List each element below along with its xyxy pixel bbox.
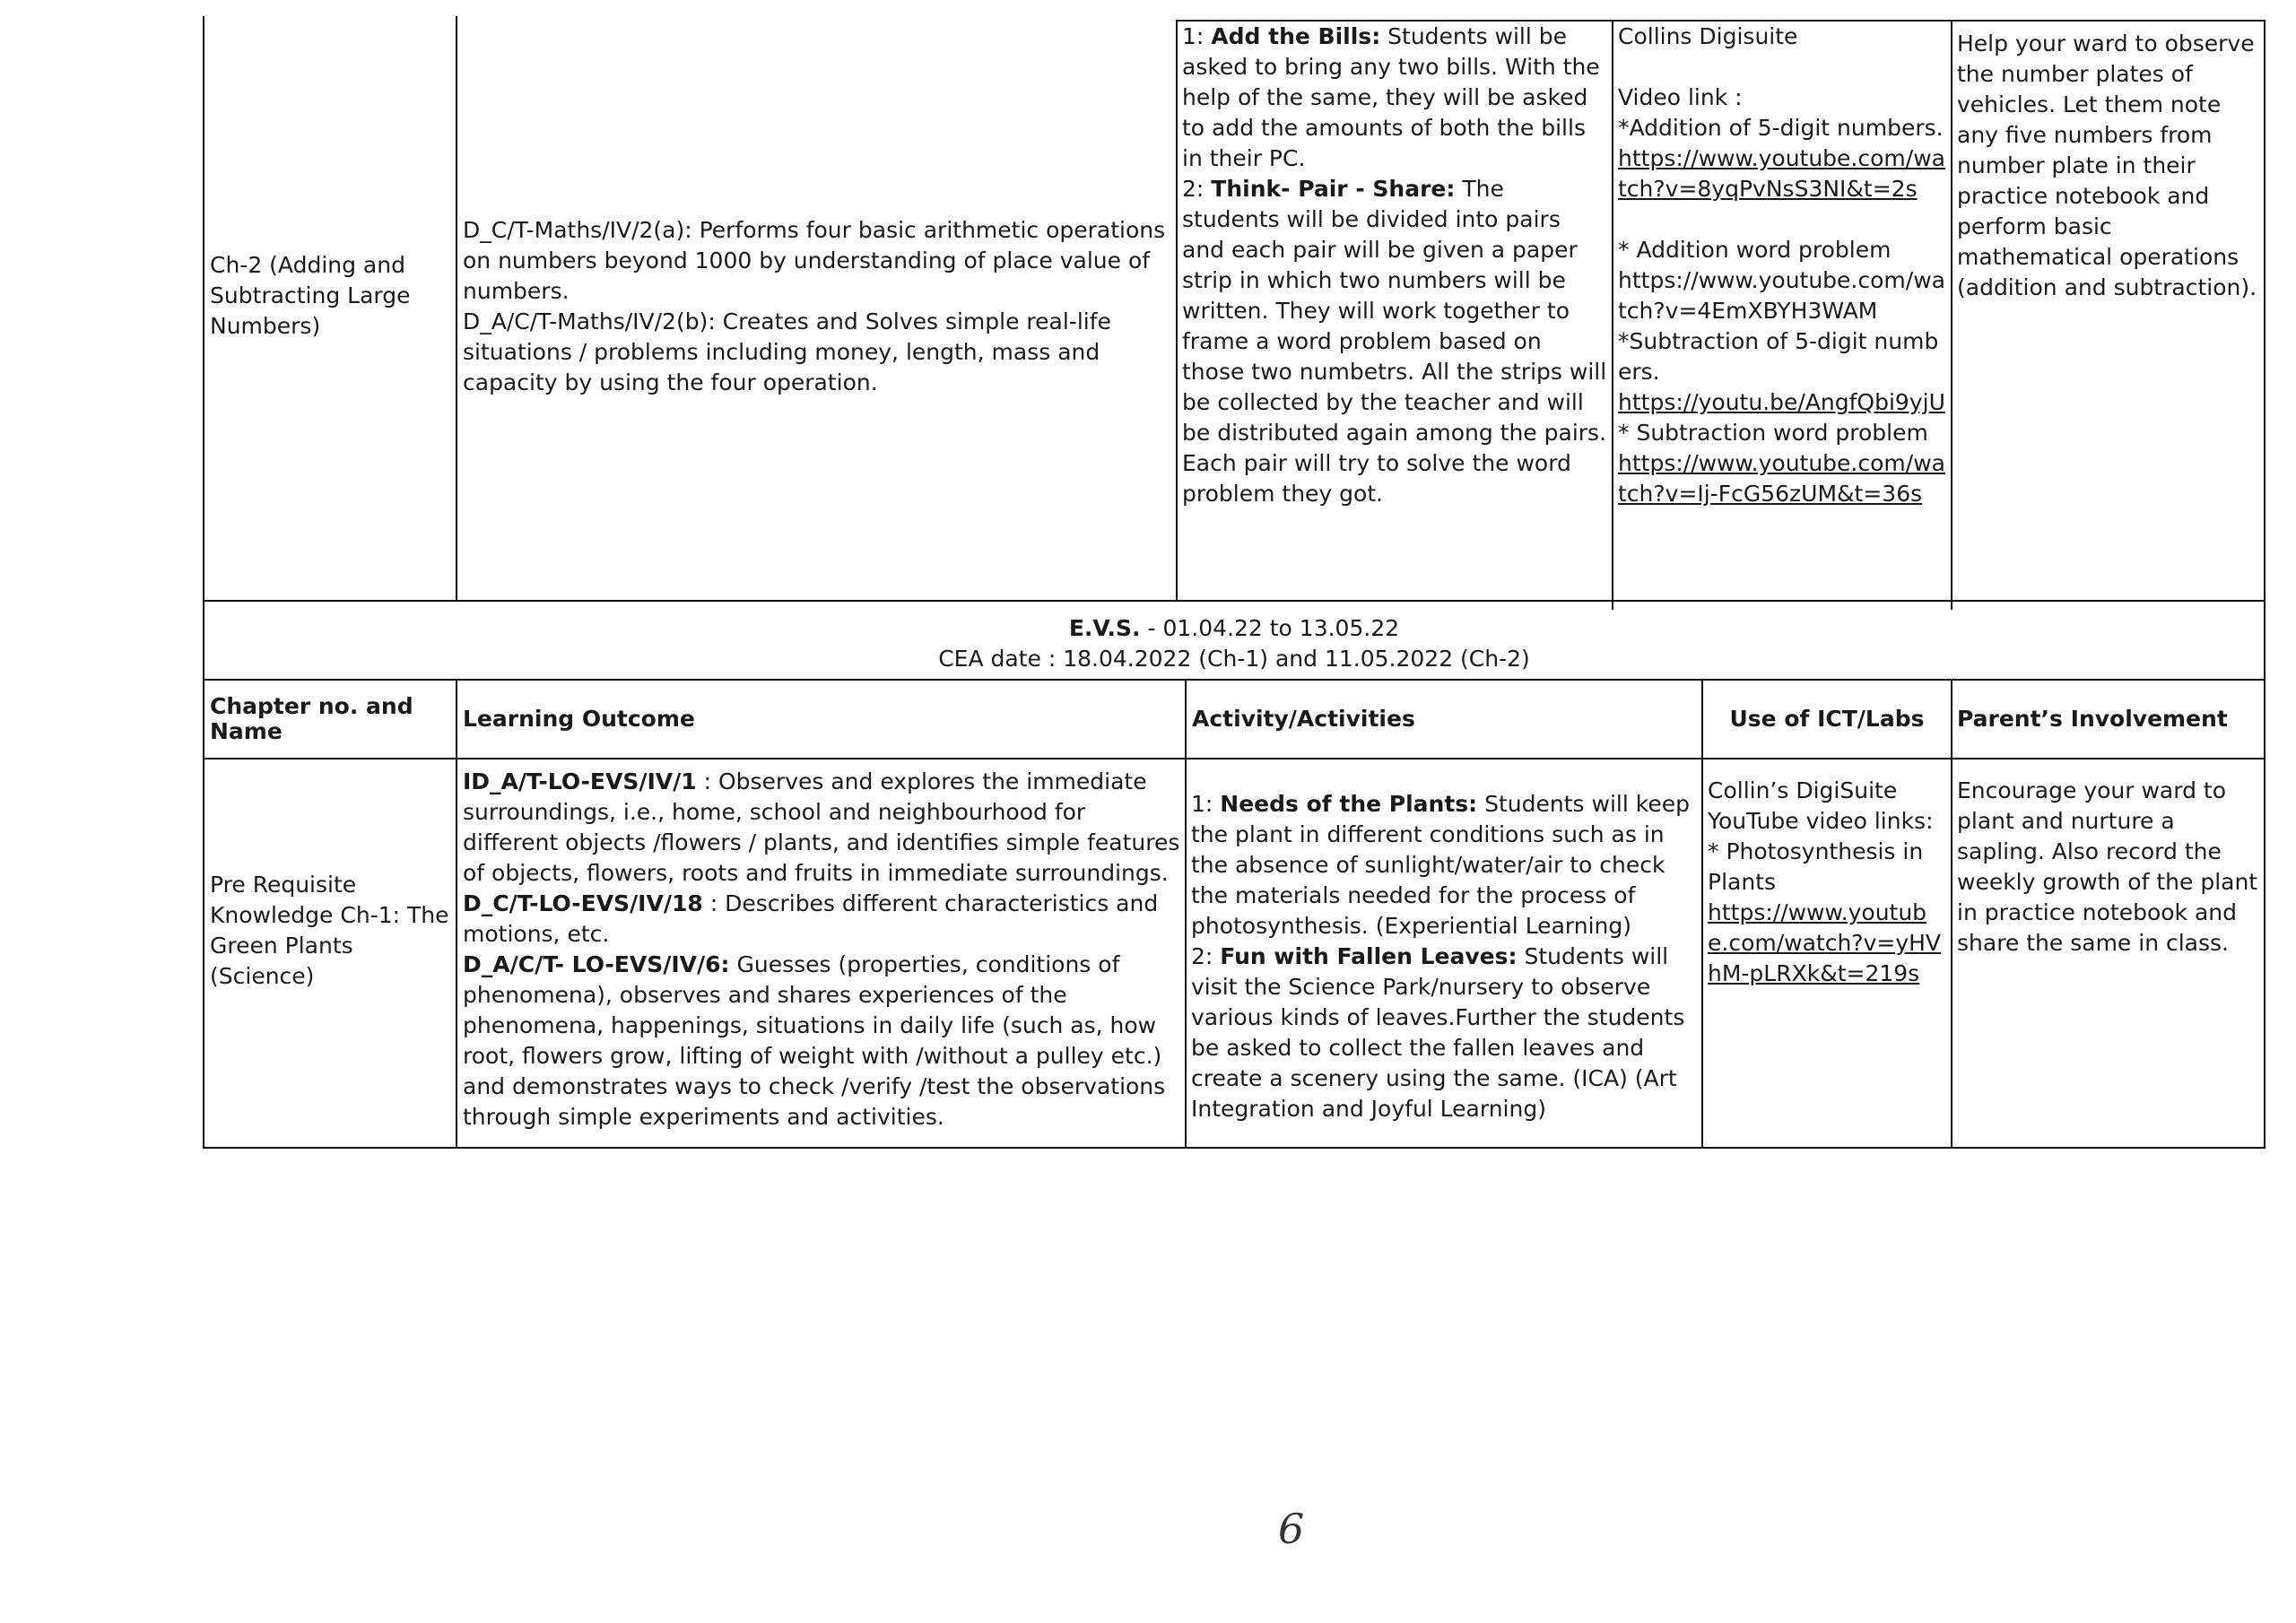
ict-title: Collin’s DigiSuite — [1708, 777, 1898, 803]
maths-parent-cell — [1953, 29, 2264, 352]
video-link[interactable]: https://youtu.be/AngfQbi9yjU — [1618, 389, 1945, 415]
column-divider — [456, 16, 457, 601]
activity-title: Fun with Fallen Leaves: — [1220, 943, 1518, 969]
evs-activity-cell — [1187, 789, 1700, 1143]
learning-outcome: ID_A/T-LO-EVS/IV/1 : Observes and explores the immediate surroundings, i.e., home, school and neighbourhood for different objects /flowers / plants, and identifies simple features of objects, flowers, roots and fruits in immediate surroundings. — [463, 768, 1180, 886]
column-divider — [1951, 20, 1952, 610]
column-header-ict: Use of ICT/Labs — [1729, 706, 1925, 732]
column-header-outcome: Learning Outcome — [463, 706, 695, 732]
column-divider — [1176, 20, 1178, 601]
column-header-activity: Activity/Activities — [1192, 706, 1415, 732]
page-number: 6 — [1278, 1505, 1305, 1553]
parent-involvement: Encourage your ward to plant and nurture a sapling. Also record the weekly growth of the plant in practice notebook and share the same in class. — [1957, 777, 2258, 956]
column-divider — [1612, 20, 1613, 610]
video-link[interactable]: https://www.youtube.com/watch?v=4EmXBYH3WAM — [1618, 267, 1945, 324]
evs-parent-cell — [1953, 776, 2264, 1045]
evs-chapter-cell — [206, 868, 453, 994]
chapter-name: Pre Requisite Knowledge Ch-1: The Green Plants (Science) — [210, 872, 449, 989]
subject-title: E.V.S. - 01.04.22 to 13.05.22 — [1068, 615, 1400, 641]
ict-title: Collins Digisuite — [1618, 23, 1798, 49]
activity-item: 2: Think- Pair - Share: The students will be divided into pairs and each pair will be given a paper strip in which two numbers will be written. They will work together to frame a word problem based on those two numbetrs. All the strips will be collected by the teacher and will be distributed again among the pairs. Each pair will try to solve the word problem they got. — [1182, 176, 1607, 507]
learning-outcome: D_A/C/T-Maths/IV/2(b): Creates and Solves simple real-life situations / problems including money, length, mass and capacity by using the four operation. — [463, 308, 1111, 395]
video-link[interactable]: https://www.youtube.com/watch?v=8yqPvNsS3NI&t=2s — [1618, 145, 1945, 202]
learning-outcome: D_C/T-Maths/IV/2(a): Performs four basic arithmetic operations on numbers beyond 1000 by understanding of place value of numbers. — [463, 217, 1166, 304]
activity-title: Think- Pair - Share: — [1211, 176, 1456, 202]
video-link[interactable]: https://www.youtube.com/watch?v=Ij-FcG56zUM&t=36s — [1618, 450, 1945, 507]
video-link[interactable]: https://www.youtube.com/watch?v=yHVhM-pLRXk&t=219s — [1708, 899, 1942, 986]
learning-outcome: D_A/C/T- LO-EVS/IV/6: Guesses (properties, conditions of phenomena), observes and shares experiences of the phenomena, happenings, situations in daily life (such as, how root, flowers grow, lifting of weight with /without a pulley etc.) and demonstrates ways to check /verify /test the observations through simple experiments and activities. — [463, 951, 1166, 1130]
table-border-right — [2264, 610, 2266, 1148]
table-border-bottom — [203, 1147, 2266, 1149]
row-divider — [203, 600, 2266, 602]
ict-item: *Addition of 5-digit numbers. — [1618, 115, 1944, 141]
parent-involvement: Help your ward to observe the number plates of vehicles. Let them note any five numbers from number plate in their practice notebook and perform basic mathematical operations (addition and subtraction). — [1957, 30, 2257, 300]
activity-item: 2: Fun with Fallen Leaves: Students will visit the Science Park/nursery to observe various kinds of leaves.Further the students be asked to collect the fallen leaves and create a scenery using the same. (ICA) (Art Integration and Joyful Learning) — [1191, 943, 1685, 1122]
ict-item: * Photosynthesis in Plants — [1708, 838, 1924, 895]
column-header-parent: Parent’s Involvement — [1957, 706, 2228, 732]
maths-activity-cell — [1178, 22, 1611, 595]
table-border-right — [2264, 20, 2266, 610]
subject-header — [206, 613, 2262, 676]
chapter-name: Ch-2 (Adding and Subtracting Large Numbers) — [210, 252, 411, 339]
column-divider — [1701, 679, 1703, 1148]
ict-item: *Subtraction of 5-digit numbers. — [1618, 328, 1939, 385]
maths-ict-cell — [1614, 22, 1950, 595]
table-border-left — [203, 16, 204, 1148]
activity-title: Add the Bills: — [1211, 23, 1381, 49]
ict-item: * Addition word problem — [1618, 237, 1892, 263]
video-link-label: Video link : — [1618, 84, 1743, 110]
activity-title: Needs of the Plants: — [1220, 791, 1478, 817]
ict-item: * Subtraction word problem — [1618, 420, 1928, 446]
row-divider — [203, 679, 2266, 681]
evs-ict-cell — [1704, 776, 1950, 1045]
activity-item: 1: Add the Bills: Students will be asked to bring any two bills. With the help of the same, they will be asked to add the amounts of both the bills in their PC. — [1182, 23, 1600, 171]
cea-date: CEA date : 18.04.2022 (Ch-1) and 11.05.2022 (Ch-2) — [938, 646, 1530, 672]
column-header-chapter: Chapter no. and Name — [210, 693, 413, 744]
column-divider — [1951, 679, 1952, 1148]
learning-outcome: D_C/T-LO-EVS/IV/18 : Describes different characteristics and motions, etc. — [463, 890, 1159, 947]
video-link-label: YouTube video links: — [1708, 808, 1934, 834]
evs-outcome-cell — [459, 767, 1184, 1143]
column-divider — [1185, 679, 1187, 1148]
maths-chapter-cell — [206, 247, 453, 345]
activity-item: 1: Needs of the Plants: Students will keep the plant in different conditions such as in the absence of sunlight/water/air to check the materials needed for the process of photosynthesis. (Experiential Learning) — [1191, 791, 1690, 939]
maths-outcome-cell — [459, 215, 1175, 404]
column-divider — [456, 679, 457, 1148]
row-divider — [203, 758, 2266, 759]
